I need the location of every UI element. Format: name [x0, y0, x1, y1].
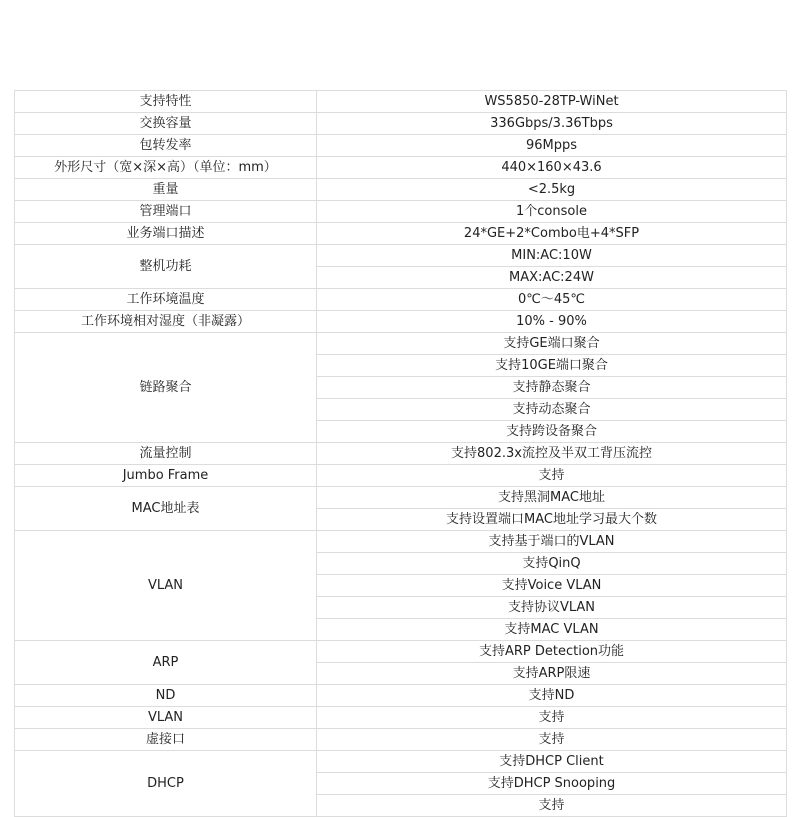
feature-label: 工作环境温度 [15, 289, 317, 311]
feature-value: 支持 [317, 729, 787, 751]
table-row [15, 685, 787, 707]
feature-label: 流量控制 [15, 443, 317, 465]
feature-label: 虚接口 [15, 729, 317, 751]
feature-value: 支持ND [317, 685, 787, 707]
feature-value: 支持Voice VLAN [317, 575, 787, 597]
feature-label: ND [15, 685, 317, 707]
feature-value: 支持基于端口的VLAN [317, 531, 787, 553]
feature-value: 支持设置端口MAC地址学习最大个数 [317, 509, 787, 531]
table-row [15, 751, 787, 773]
feature-value: 1个console [317, 201, 787, 223]
feature-value: 支持ARP Detection功能 [317, 641, 787, 663]
feature-label: 链路聚合 [15, 333, 317, 443]
feature-label: 重量 [15, 179, 317, 201]
table-row [15, 113, 787, 135]
feature-value: 336Gbps/3.36Tbps [317, 113, 787, 135]
feature-label: 交换容量 [15, 113, 317, 135]
feature-label: MAC地址表 [15, 487, 317, 531]
feature-value: 支持 [317, 795, 787, 817]
feature-value: 支持MAC VLAN [317, 619, 787, 641]
table-row [15, 641, 787, 663]
feature-value: 440×160×43.6 [317, 157, 787, 179]
feature-label: VLAN [15, 531, 317, 641]
feature-value: 支持静态聚合 [317, 377, 787, 399]
table-row [15, 135, 787, 157]
feature-value: 支持802.3x流控及半双工背压流控 [317, 443, 787, 465]
feature-value: 10% - 90% [317, 311, 787, 333]
feature-value: <2.5kg [317, 179, 787, 201]
feature-value: 96Mpps [317, 135, 787, 157]
feature-label: 整机功耗 [15, 245, 317, 289]
feature-value: MIN:AC:10W [317, 245, 787, 267]
feature-value: 24*GE+2*Combo电+4*SFP [317, 223, 787, 245]
feature-label: 业务端口描述 [15, 223, 317, 245]
table-row [15, 333, 787, 355]
spec-table-body [15, 91, 787, 817]
feature-label: 管理端口 [15, 201, 317, 223]
feature-value: 支持 [317, 707, 787, 729]
feature-value: 支持QinQ [317, 553, 787, 575]
feature-value: MAX:AC:24W [317, 267, 787, 289]
table-row [15, 729, 787, 751]
table-row [15, 179, 787, 201]
feature-value: 支持 [317, 465, 787, 487]
table-row [15, 443, 787, 465]
feature-label: Jumbo Frame [15, 465, 317, 487]
table-row [15, 157, 787, 179]
feature-value: 支持DHCP Snooping [317, 773, 787, 795]
feature-label: 外形尺寸（宽×深×高）（单位：mm） [15, 157, 317, 179]
feature-value: WS5850-28TP-WiNet [317, 91, 787, 113]
feature-label: ARP [15, 641, 317, 685]
table-row [15, 223, 787, 245]
feature-label: DHCP [15, 751, 317, 817]
feature-value: 0℃～45℃ [317, 289, 787, 311]
table-row [15, 487, 787, 509]
feature-label: VLAN [15, 707, 317, 729]
feature-label: 支持特性 [15, 91, 317, 113]
feature-value: 支持协议VLAN [317, 597, 787, 619]
table-row [15, 245, 787, 267]
feature-value: 支持DHCP Client [317, 751, 787, 773]
table-row [15, 465, 787, 487]
table-row [15, 707, 787, 729]
table-row [15, 201, 787, 223]
feature-label: 包转发率 [15, 135, 317, 157]
feature-value: 支持10GE端口聚合 [317, 355, 787, 377]
feature-value: 支持黑洞MAC地址 [317, 487, 787, 509]
table-row [15, 289, 787, 311]
feature-value: 支持跨设备聚合 [317, 421, 787, 443]
spec-table [14, 90, 787, 817]
feature-label: 工作环境相对湿度（非凝露） [15, 311, 317, 333]
feature-value: 支持动态聚合 [317, 399, 787, 421]
table-row [15, 91, 787, 113]
feature-value: 支持ARP限速 [317, 663, 787, 685]
table-row [15, 531, 787, 553]
table-row [15, 311, 787, 333]
feature-value: 支持GE端口聚合 [317, 333, 787, 355]
